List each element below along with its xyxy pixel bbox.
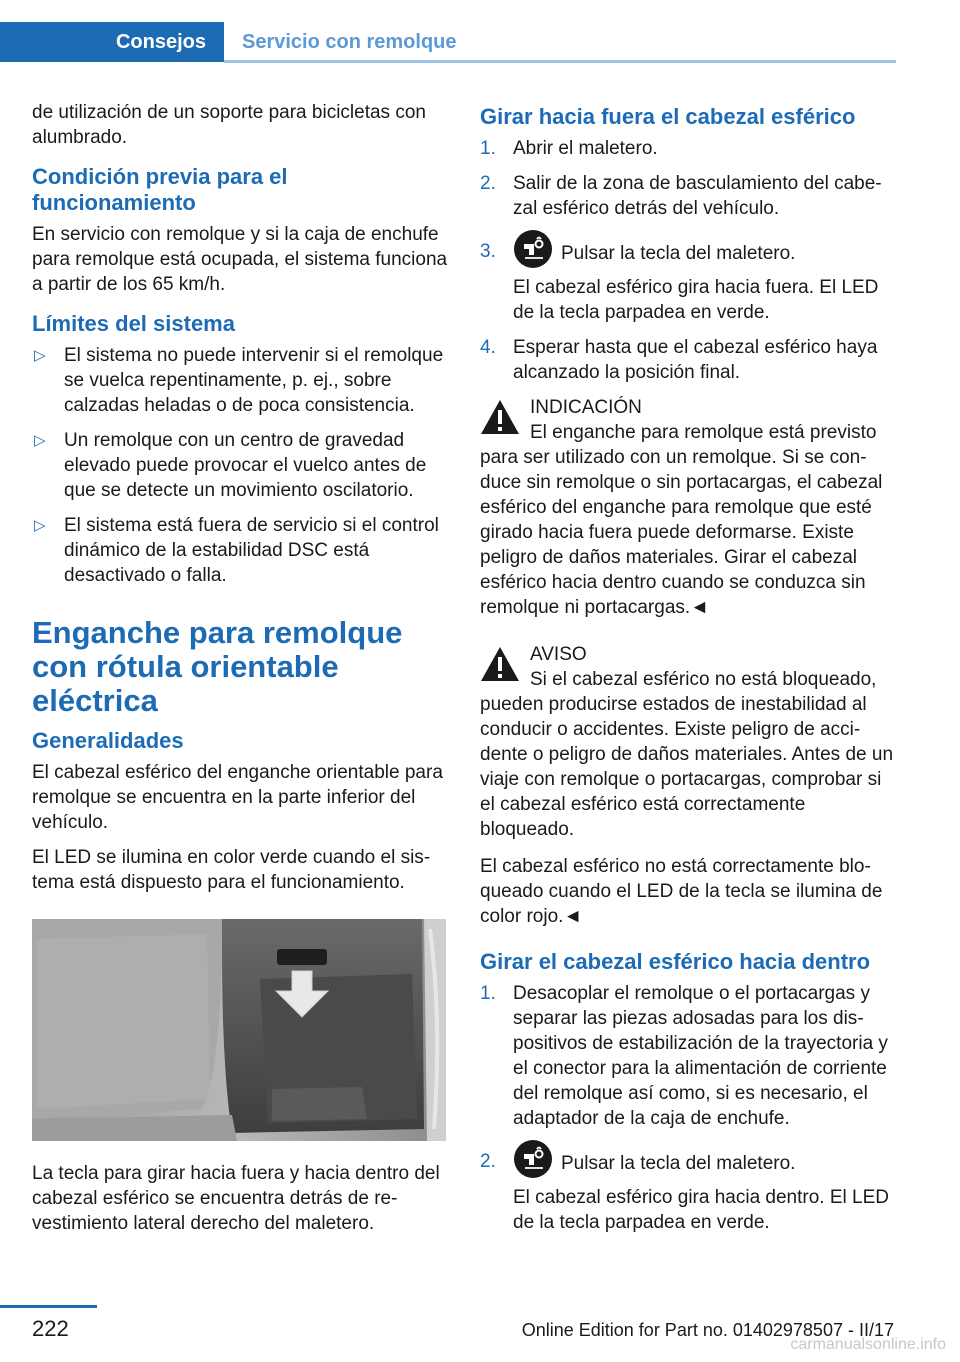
indicacion-title: INDICACIÓN	[530, 397, 642, 418]
trunk-panel-photo	[32, 919, 446, 1141]
heading-girar-fuera: Girar hacia fuera el cabezal esférico	[480, 104, 856, 129]
page-number: 222	[32, 1316, 69, 1341]
step-item	[480, 981, 898, 1131]
section-tab-servicio-remolque[interactable]: Servicio con remolque	[242, 30, 457, 53]
warning-triangle-icon	[480, 399, 520, 435]
heading-enganche: Enganche para remolque con rótula orientable eléctrica	[32, 615, 403, 718]
step-number: 1.	[480, 983, 496, 1004]
paragraph-generalidades-1: El cabezal esférico del enganche orientable para remolque se encuentra en la parte inferior del vehículo.	[32, 762, 443, 833]
aviso-title: AVISO	[530, 644, 587, 665]
intro-paragraph: de utilización de un soporte para bicicletas con alumbrado.	[32, 102, 426, 148]
watermark: carmanualsonline.info	[790, 1336, 946, 1353]
list-item	[32, 428, 450, 503]
aviso-notice	[480, 642, 898, 842]
step-number: 2.	[480, 1151, 496, 1172]
page-header	[0, 0, 960, 64]
step-item	[480, 239, 898, 325]
list-item-text: El sistema no puede intervenir si el remolque se vuelca repentinamente, p. ej., sobre calzadas heladas o de poca consistencia.	[64, 345, 444, 416]
paragraph-condicion: En servicio con remolque y si la caja de enchufe para remolque está ocupada, el sistema funciona a partir de los 65 km/h.	[32, 224, 448, 295]
step-item	[480, 335, 898, 385]
step-number: 2.	[480, 173, 496, 194]
triangle-bullet-icon: ▷	[34, 517, 46, 534]
girar-dentro-steps	[480, 981, 898, 1235]
step-text: Esperar hasta que el cabezal esférico haya alcanzado la posición final.	[513, 337, 878, 383]
step-item	[480, 136, 898, 161]
list-item-text: El sistema está fuera de servicio si el control dinámico de la estabilidad DSC está desactivado o falla.	[64, 515, 439, 586]
aviso-text: Si el cabezal esférico no está bloqueado, pueden producirse estados de inestabilidad al conducir o accidentes. Existe peligro de accidente o peligro de daños materiales. Antes de un viaje con remolque o portacargas, comprobar si el cabezal esférico está correctamente bloqueado.	[480, 669, 894, 840]
step-subtext: El cabezal esférico gira hacia fuera. El LED de la tecla parpadea en verde.	[513, 277, 879, 323]
limites-list	[32, 343, 450, 588]
triangle-bullet-icon: ▷	[34, 347, 46, 364]
indicacion-text: El enganche para remolque está previsto para ser utilizado con un remolque. Si se conduce sin remolque o sin portacargas, el cabezal esférico del enganche para remolque que esté girado hacia fuera puede deformarse. Existe peligro de daños materiales. Girar el cabezal esférico hacia dentro cuando se conduzca sin remolque ni portacargas.◄	[480, 422, 883, 618]
heading-limites: Límites del sistema	[32, 311, 235, 336]
heading-girar-dentro: Girar el cabezal esférico hacia dentro	[480, 949, 871, 974]
heading-condicion: Condición previa para el funcionamiento	[32, 164, 288, 215]
list-item	[32, 513, 450, 588]
trailer-hitch-key-icon	[513, 229, 553, 269]
girar-fuera-steps	[480, 136, 898, 385]
heading-generalidades: Generalidades	[32, 728, 184, 753]
step-text: Desacoplar el remolque o el portacargas y separar las piezas adosadas para los dispositivos de estabilización de la trayectoria y el conector para la alimentación de corriente del remolque así como, si es necesario, el adaptador de la caja de enchufe.	[513, 983, 888, 1129]
step-number: 4.	[480, 337, 496, 358]
step-subtext: El cabezal esférico gira hacia dentro. El LED de la tecla parpadea en verde.	[513, 1187, 889, 1233]
step-item	[480, 171, 898, 221]
step-number: 3.	[480, 241, 496, 262]
section-tab-consejos[interactable]: Consejos	[0, 22, 224, 62]
step-text: Salir de la zona de basculamiento del cabezal esférico detrás del vehículo.	[513, 173, 882, 219]
step-text: Abrir el maletero.	[513, 138, 658, 159]
aviso-text-2: El cabezal esférico no está correctamente bloqueado cuando el LED de la tecla se ilumina de color rojo.◄	[480, 856, 883, 927]
edition-text: Online Edition for Part no. 01402978507 - II/17	[521, 1320, 894, 1340]
paragraph-tecla: La tecla para girar hacia fuera y hacia dentro del cabezal esférico se encuentra detrás de revestimiento lateral derecho del maletero.	[32, 1163, 440, 1234]
triangle-bullet-icon: ▷	[34, 432, 46, 449]
paragraph-generalidades-2: El LED se ilumina en color verde cuando el sistema está dispuesto para el funcionamiento.	[32, 847, 431, 893]
list-item-text: Un remolque con un centro de gravedad elevado puede provocar el vuelco antes de que se detecte un movimiento oscilatorio.	[64, 430, 427, 501]
trailer-hitch-key-icon	[513, 1139, 553, 1179]
step-text: Pulsar la tecla del maletero.	[561, 1153, 796, 1175]
right-column	[480, 100, 898, 1245]
header-rule	[224, 60, 896, 63]
step-number: 1.	[480, 138, 496, 159]
warning-triangle-icon	[480, 646, 520, 682]
left-column	[32, 100, 450, 1246]
step-item	[480, 1149, 898, 1235]
indicacion-notice	[480, 395, 898, 620]
step-text: Pulsar la tecla del maletero.	[561, 243, 796, 265]
list-item	[32, 343, 450, 418]
footer-rule	[0, 1305, 97, 1308]
